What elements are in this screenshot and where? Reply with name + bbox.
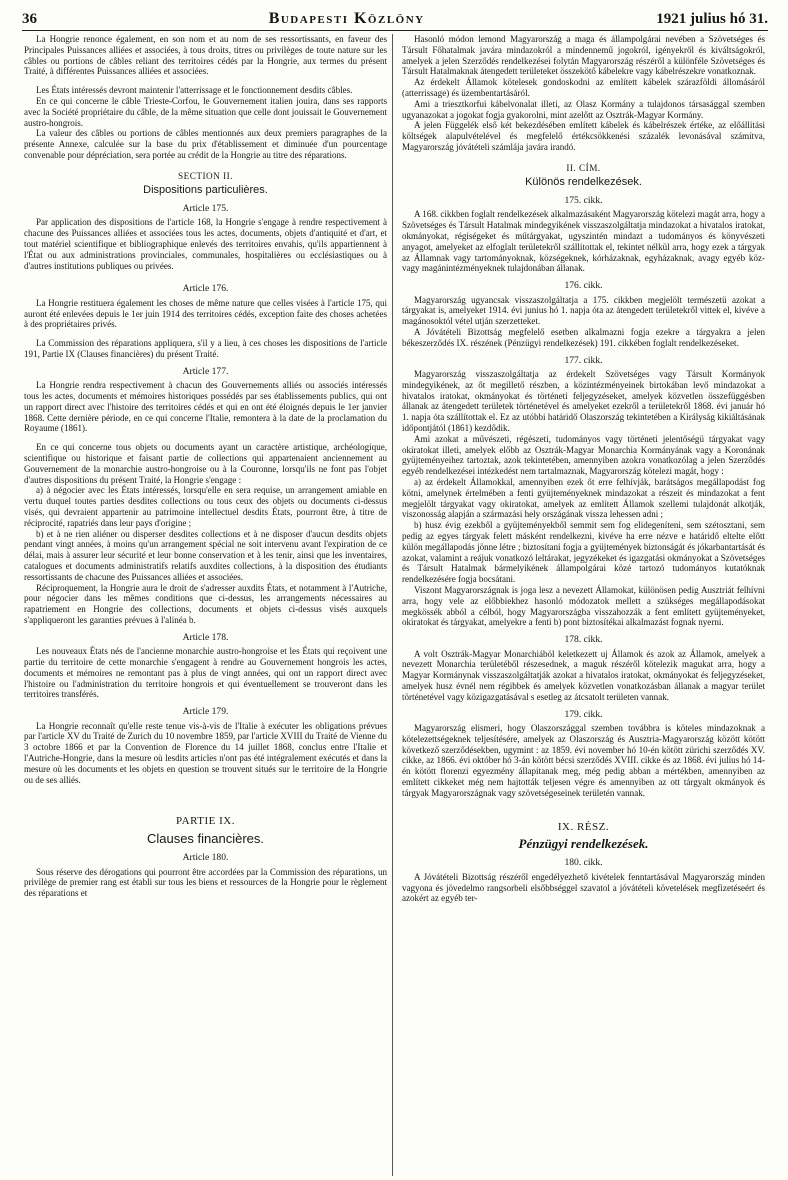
paragraph: a) az érdekelt Államokkal, amennyiben ezek őt erre felhívják, barátságos megállapodást fog kötni, amelynek értelmében a fenti gyüjteményeknek mindazokat a részeit és mindazokat a fent megjelölt tárgyakat vagy okiratokat, amelyek az említett Államok szellemi tulajdonát alkotják, viszonosság alapján a származási hely országának vissza lehessen adni ; bbox=[402, 476, 765, 520]
article-heading: Article 176. bbox=[182, 283, 229, 295]
paragraph: Viszont Magyarországnak is joga lesz a nevezett Államokat, különösen pedig Ausztriát felhívni arra, hogy vele az előbbiekhez hasonló módozatok mellett a szükséges megállapodásokat megkössék abból a célból, hogy Magyarországba visszahozzák a fent említett gyüjteményeket, okiratokat és tárgyakat, amelyekre a fenti b) pont biztosítékai alkalmazást fognak nyerni. bbox=[402, 584, 765, 628]
paragraph: La valeur des câbles ou portions de câbles mentionnés aux deux premiers paragraphes de la présente Annexe, calculée sur la base du prix d'établissement et diminuée d'un pourcentage convenable pour dépréciation, sera portée au crédit de la Hongrie au titre des réparations. bbox=[24, 128, 387, 160]
article-heading: 177. cikk. bbox=[564, 354, 603, 366]
french-column bbox=[24, 34, 387, 899]
section-heading: SECTION II. bbox=[177, 170, 233, 181]
paragraph: Magyarország elismeri, hogy Olaszországgal szemben továbbra is köteles mindazoknak a kötelezettségeknek teljesítésére, amelyek az Olaszország és Ausztria-Magyarország között kötött következő szerződésekben, ugymint : az 1859. évi november hó 10-én kötött zürichi szerződés XV. cikke, az 1866. évi október hó 3-án kötött bécsi szerződés XVIII. cikke és az 1868. évi julius hó 14-én kötött florenzi egyezmény állapítanak meg, még pedig abban a mértékben, amennyiben az említett cikkeket még nem hajtották teljesen végre és amennyiben az ott tárgyalt okmányok és tárgyak Magyarországnak vagy szövetségeseinek területén vannak. bbox=[402, 723, 765, 798]
issue-date: 1921 julius hó 31. bbox=[656, 11, 768, 27]
paragraph: Az érdekelt Államok kötelesek gondoskodni az említett kábelek szárazföldi állomásáról (atterrissage) és üzembentartásáról. bbox=[402, 77, 765, 98]
paragraph: Hasonló módon lemond Magyarország a maga és állampolgárai nevében a Szövetséges és Társult Főhatalmak javára mindazokról a mindennemű jogokról, igényekről és kiváltságokról, amelyek a jelen Szerződés rendelkezései folytán Magyarország részéről a különféle Szövetséges és Társult Hatalmaknak átengedett területeket összekötő kábelekre vagy kábelrészekre vonatkoznak. bbox=[402, 34, 765, 77]
part-heading: PARTIE IX. bbox=[176, 815, 235, 828]
article-heading: 180. cikk. bbox=[564, 857, 603, 869]
article-heading: Article 179. bbox=[182, 706, 229, 718]
article-heading: Article 175. bbox=[182, 202, 229, 214]
paragraph: Les États intéressés devront maintenir l'atterrissage et le fonctionnement desdits câbles. bbox=[36, 85, 353, 96]
section-heading: II. CÍM. bbox=[566, 162, 601, 173]
article-heading: 176. cikk. bbox=[564, 280, 603, 292]
paragraph: Réciproquement, la Hongrie aura le droit de s'adresser auxdits États, et notamment à l'Autriche, pour négocier dans les mêmes conditions que ci-dessus, les arrangements nécessaires au rapatriement en Hongrie des collections, documents et objets ci-dessus visés auxquels s'appliqueront les garanties prévues à l'alinéa b. bbox=[24, 582, 387, 625]
article-heading: Article 180. bbox=[182, 852, 229, 864]
page-number: 36 bbox=[22, 11, 37, 27]
paragraph: Sous réserve des dérogations qui pourront être accordées par la Commission des réparations, un privilège de premier rang est établi sur tous les biens et ressources de la Hongrie pour le règlement des réparations et bbox=[24, 866, 387, 899]
paragraph: Magyarország visszaszolgáltatja az érdekelt Szövetséges vagy Társult Kormányok mindegyikének, az őt megillető részben, a közintézményeinek birtokában levő mindazokat a hivatalos iratokat, okmányokat és történeti feljegyzéseket, amelyek közvetlen összefüggésben állanak az átengedett területek történetével és amelyeket ezekről a területekről 1868. évi január hó 1. napja óta szállítottak el. Ez az utóbbi határidő Olaszország tekintetében a Királyság kikiáltásának időpontjától (1861) kezdődik. bbox=[402, 369, 765, 433]
section-title: Különös rendelkezések. bbox=[525, 175, 642, 188]
paragraph: En ce qui concerne le câble Trieste-Corfou, le Gouvernement italien jouira, dans ses rapports avec la Société propriétaire du câble, de la même situation que celle dont jouissait le Gouvernement austro-hongrois. bbox=[24, 95, 387, 128]
paragraph: Par application des dispositions de l'article 168, la Hongrie s'engage à rendre respectivement à chacune des Puissances alliées et associées tous les actes, documents, objets d'antiquité et d'art, et tout matériel scientifique et bibliographique enlevés des territoires envahis, qu'ils appartiennent à l'État ou aux administrations provinciales, communales, hospitalières ou ecclésiastiques ou à d'autres institutions publiques ou privées. bbox=[24, 217, 387, 271]
section-title: Dispositions particulières. bbox=[143, 183, 268, 196]
hungarian-column bbox=[402, 34, 765, 904]
page-header bbox=[22, 6, 768, 31]
paragraph: La Hongrie reconnaît qu'elle reste tenue vis-à-vis de l'Italie à exécuter les obligations prévues par l'article XV du Traité de Zurich du 10 novembre 1859, par l'article XVIII du Traité de Vienne du 3 octobre 1866 et par la Convention de Florence du 14 juillet 1868, conclus entre l'Italie et l'Autriche-Hongrie, dans la mesure où lesdits articles n'ont pas été intégralement exécutés et dans la mesure où les documents et les objets en question se trouvent situés sur le territoire de la Hongrie ou de ses alliés. bbox=[24, 720, 387, 785]
paragraph: A volt Osztrák-Magyar Monarchiából keletkezett uj Államok és azok az Államok, amelyek a nevezett Monarchia területéből részesednek, a maguk részéről kötelezik magukat arra, hogy a Magyar Kormánynak visszaszolgáltatják azokat a hivatalos iratokat, okmányokat és feljegyzéseket, amelyek husz évnél nem régibbek és amelyek közvetlen vonatkozásban állanak a magyar terület történetével vagy közigazgatásával s esetleg az átcsatolt területen vannak. bbox=[402, 648, 765, 702]
paragraph: La Hongrie renonce également, en son nom et au nom de ses ressortissants, en faveur des Principales Puissances alliées et associées, à tous droits, titres ou privilèges de toute nature sur les câbles ou portions de câbles reliant des territoires cédés par la Hongrie, aux termes du présent Traité, à différentes Puissances alliées et associées. bbox=[24, 34, 387, 77]
paragraph: a) à négocier avec les États intéressés, lorsqu'elle en sera requise, un arrangement amiable en vertu duquel toutes parties desdites collections ou tous ceux des objets ou documents ci-dessus visés, qui devraient appartenir au patrimoine intellectuel desdits États, pourront être, à titre de réciprocité, rapatriés dans leur pays d'origine ; bbox=[24, 485, 387, 528]
article-heading: Article 178. bbox=[182, 631, 229, 643]
part-heading: IX. RÉSZ. bbox=[557, 820, 610, 833]
newspaper-title: Budapesti Közlöny bbox=[268, 10, 425, 27]
paragraph: La Commission des réparations appliquera, s'il y a lieu, à ces choses les dispositions de l'article 191, Partie IX (Clauses financières) du présent Traité. bbox=[24, 338, 387, 359]
paragraph: Ami azokat a művészeti, régészeti, tudományos vagy történeti jelentőségü tárgyakat vagy okiratokat illeti, amelyek előbb az Osztrák-Magyar Monarchia Kormányának vagy a Koronának gyüjteményeihez tartoztak, azok tekintetében, amennyiben azokra vonatkozólag a jelen Szerződés egyéb rendelkezései intézkedést nem tartalmaznak, Magyarország kötelezi magát, hogy : bbox=[402, 433, 765, 477]
part-title: Pénzügyi rendelkezések. bbox=[518, 835, 649, 851]
article-heading: 178. cikk. bbox=[564, 634, 603, 646]
part-title: Clauses financières. bbox=[146, 830, 265, 846]
article-heading: Article 177. bbox=[182, 365, 229, 377]
paragraph: b) husz évig ezekből a gyüjteményekből semmit sem fog elidegeníteni, sem szétosztani, sem pedig az egyes tárgyak felett másként rendelkezni, kivéve ha erre nézve e határidő eltelte előtt külön megállapodás jönne létre ; biztosítani fogja a gyüjtemények biztonságát és jókarbantartását és azokat, valamint a reájuk vonatkozó leltárakat, jegyzékeket és igazgatási okmányokat a Szövetséges és Társult Hatalmak bármelyikének állampolgárai közé tartozó tudományos kutatóknak rendelkezésére fogja bocsátani. bbox=[402, 520, 765, 585]
column-divider bbox=[392, 34, 393, 1176]
paragraph: La Hongrie rendra respectivement à chacun des Gouvernements alliés ou associés intéressés tous les actes, documents et mémoires historiques possédés par ses établissements publics, qui ont un rapport direct avec l'histoire des territoires cédés et qui en ont été éloignés depuis le 1er janvier 1868. Cette dernière période, en ce qui concerne l'Italie, remontera à la date de la proclamation du Royaume (1861). bbox=[24, 380, 387, 434]
paragraph: A jelen Függelék első két bekezdésében említett kábelek és kábelrészek értéke, az előállítási költségek alapulvételével és megfelelő értékcsökkenési százalék levonásával számítva, Magyarország jóvátételi számlája javára irandó. bbox=[402, 120, 765, 152]
paragraph: La Hongrie restituera également les choses de même nature que celles visées à l'article 175, qui auront été enlevées depuis le 1er juin 1914 des territoires cédés, exception faite des choses achetées à des propriétaires privés. bbox=[24, 297, 387, 330]
article-heading: 179. cikk. bbox=[564, 708, 603, 720]
paragraph: Les nouveaux États nés de l'ancienne monarchie austro-hongroise et les États qui reçoivent une partie du territoire de cette monarchie s'engagent à rendre au Gouvernement hongrois les actes, documents et mémoires ne remontant pas à plus de vingt années, qui ont un rapport direct avec l'histoire ou l'administration du territoire hongrois et qui éventuellement se trouveront dans les territoires transférés. bbox=[24, 646, 387, 700]
paragraph: A Jóvátételi Bizottság részéről engedélyezhető kivételek fenntartásával Magyarország minden vagyona és jövedelmo rangsorbeli elsőbbséggel szavatol a jóvátételi követelések megfizetéseért és azokért az egyéb ter- bbox=[402, 871, 765, 904]
paragraph: b) et à ne rien aliéner ou disperser desdites collections et à ne disposer d'aucun desdits objets pendant vingt années, à moins qu'un arrangement spécial ne soit intervenu avant l'expiration de ce délai, mais à assurer leur sécurité et leur bonne conservation et à les tenir, ainsi que les inventaires, catalogues et documents administratifs relatifs auxdites collections, à la disposition des étudiants ressortissants de chacune des Puissances alliées et associées. bbox=[24, 528, 387, 582]
article-heading: 175. cikk. bbox=[564, 194, 603, 206]
paragraph: Magyarország ugyancsak visszaszolgáltatja a 175. cikkben megjelölt természetü azokat a tárgyakat is, amelyeket 1914. évi junius hó 1. napja óta az átengedett területekről vittek el, kivéve a magánosoktól vétel utján szerzetteket. bbox=[402, 294, 765, 327]
paragraph: En ce qui concerne tous objets ou documents ayant un caractère artistique, archéologique, scientifique ou historique et faisant partie de collections qui appartenaient anciennement au Gouvernement de la monarchie austro-hongroise ou à la Couronne, lorsqu'ils ne font pas l'objet d'autres dispositions du présent Traité, la Hongrie s'engage : bbox=[24, 442, 387, 485]
paragraph: Ami a triesztkorfui kábelvonalat illeti, az Olasz Kormány a tulajdonos társasággal szemben ugyanazokat a jogokat fogja gyakorolni, mint azelőtt az Osztrák-Magyar Kormány. bbox=[402, 98, 765, 120]
paragraph: A Jóvátételi Bizottság megfelelő esetben alkalmazni fogja ezekre a tárgyakra a jelen békeszerződés IX. részének (Pénzügyi rendelkezések) 191. cikkében foglalt rendelkezéseket. bbox=[402, 326, 765, 348]
paragraph: A 168. cikkben foglalt rendelkezések alkalmazásaként Magyarország kötelezi magát arra, hogy a Szövetséges és Társult Hatalmak mindegyikének visszaszolgáltatja mindazokat a hivatalos iratokat, okmányokat, régiségeket és műtárgyakat, ugyszintén mindazt a tudományos és könyvészeti anyagot, amelyeket az elfoglalt területekről szállítottak el, tekintet nélkül arra, hogy ezek a tárgyak az Államnak vagy tartományoknak, községeknek, kórházaknak, egyházaknak, avagy egyéb köz- vagy magánintézményeknek tulajdonában állanak. bbox=[402, 209, 765, 274]
